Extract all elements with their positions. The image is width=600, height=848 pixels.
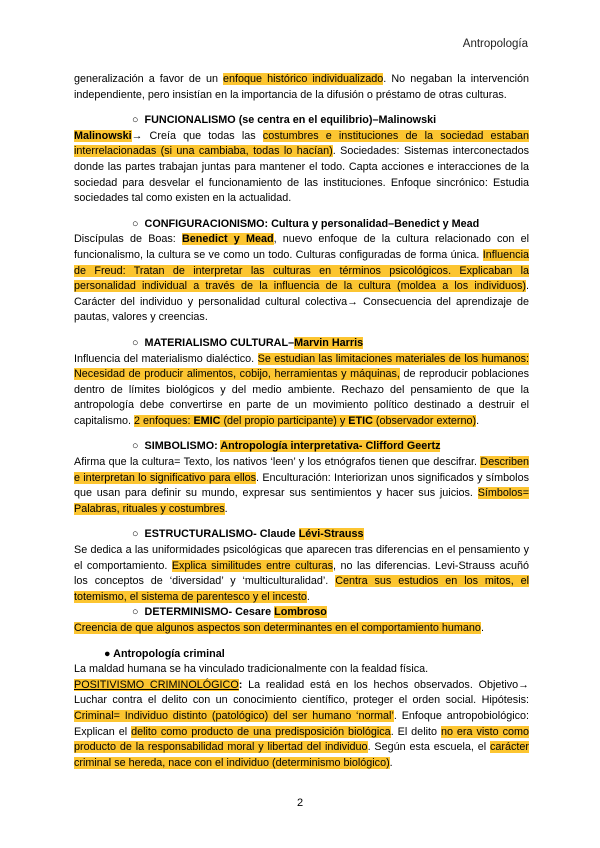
section-heading-estructuralismo: ○ ESTRUCTURALISMO- Claude Lévi-Strauss [132,528,364,541]
highlight: costumbres e instituciones de la sociedad estaban interrelacionadas (si una cambiaba, todas lo hacían) [74,129,529,158]
page-number: 2 [296,797,304,809]
circle-bullet-icon: ○ [132,336,139,349]
highlight: delito como producto de una predisposición biológica [131,725,391,738]
paragraph-funcionalismo: Malinowski→ Creía que todas las costumbres e instituciones de la sociedad estaban interrelacionadas (si una cambiaba, todas lo hacían). Sociedades: Sistemas interconectados donde las partes trabajan juntas para mantener el todo. Capta acciones e interacciones de la sociedad para desvelar el funcionamiento de las instituciones. Enfoque sincrónico: Estudia sociedades tal como existen en la actualidad. [74,129,529,205]
highlight: Se estudian las limitaciones materiales de los humanos: Necesidad de producir alimentos, cobijo, herramientas y máquinas, [74,352,529,381]
highlight: 2 enfoques: EMIC (del propio participante) y ETIC (observador externo) [134,414,477,427]
circle-bullet-icon: ○ [132,606,139,619]
paragraph-determinismo: Creencia de que algunos aspectos son determinantes en el comportamiento humano. [74,622,484,634]
paragraph-configuracionismo: Discípulas de Boas: Benedict y Mead, nuevo enfoque de la cultura relacionado con el funcionalismo, la cultura se ve como un todo. Culturas configuradas de forma única. Influencia de Freud: Tratan de interpretar las culturas en términos psicológicos. Explicaban la personalidad individual a través de la influencia de la cultura (moldea a los individuos). Carácter del individuo y personalidad cultural colectiva→ Consecuencia del aprendizaje de pautas, valores y creencias. [74,233,530,324]
circle-bullet-icon: ○ [132,528,139,541]
highlight: Centra sus estudios en los mitos, el totemismo, el sistema de parentesco y el incesto [74,575,529,603]
paragraph-criminal: POSITIVISMO CRIMINOLÓGICO: La realidad está en los hechos observados. Objetivo→ Luchar contra el delito con un conocimiento científico, proteger el orden social. Hipótesis: Criminal= Individuo distinto (patológico) del ser humano ‘normal’. Enfoque antropobiológico: Explican el delito como producto de una predisposición biológica. El delito no era visto como producto de la responsabilidad moral y libertad del individuo. Según esta escuela, el carácter criminal se hereda, nace con el individuo (determinismo biológico). [74,678,530,769]
document-header: Antropología [462,38,528,50]
highlight: Explica similitudes entre culturas [171,559,333,572]
section-heading-materialismo: ○ MATERIALISMO CULTURAL–Marvin Harris [132,336,364,349]
highlight: Creencia de que algunos aspectos son determinantes en el comportamiento humano [74,622,481,634]
circle-bullet-icon: ○ [132,114,139,127]
highlight: Influencia de Freud: Tratan de interpretar las culturas en términos psicológicos. Explicaban la personalidad individual a través de la influencia de la cultura (moldea a los individuos) [74,248,529,293]
highlight: Describen e interpretan lo significativo para ellos [74,456,529,484]
highlight: no era visto como producto de la responsabilidad moral y libertad del individuo [74,725,529,754]
paragraph-intro: generalización a favor de un enfoque histórico individualizado. No negaban la intervención independiente, pero insistían en la importancia de la difusión o préstamo de otras culturas. [74,73,530,101]
highlight: enfoque histórico individualizado [223,73,384,85]
circle-bullet-icon: ○ [132,440,139,453]
section-heading-criminal: ● Antropología criminal [104,647,225,660]
section-heading-determinismo: ○ DETERMINISMO- Cesare Lombroso [132,606,327,619]
circle-bullet-icon: ○ [132,217,139,230]
highlight: carácter criminal se hereda, nace con el individuo (determinismo biológico) [74,741,529,769]
paragraph-criminal-intro: La maldad humana se ha vinculado tradicionalmente con la fealdad física. [74,663,429,676]
paragraph-materialismo: Influencia del materialismo dialéctico. Se estudian las limitaciones materiales de los humanos: Necesidad de producir alimentos, cobijo, herramientas y máquinas, de reproducir poblaciones dentro de límites biológicos y del medio ambiente. Rechazo del pensamiento de que la antropología debe convertirse en parte de un movimiento político destinado a destruir el capitalismo. 2 enfoques: EMIC (del propio participante) y ETIC (observador externo). [74,352,530,427]
paragraph-simbolismo: Afirma que la cultura= Texto, los nativos ‘leen’ y los etnógrafos tienen que descifrar. Describen e interpretan lo significativo para ellos. Enculturación: Interiorizan unos significados y símbolos que usan para definir su mundo, expresar sus sentimientos y hacer sus juicios. Símbolos= Palabras, rituales y costumbres. [74,456,529,515]
highlight: Símbolos= Palabras, rituales y costumbres [74,487,529,515]
highlight: Criminal= Individuo distinto (patológico) del ser humano ‘normal’ [74,709,394,722]
page-content [74,72,529,771]
bullet-icon: ● [104,647,111,660]
paragraph-estructuralismo: Se dedica a las uniformidades psicológicas que aparecen tras diferencias en el pensamiento y el comportamiento. Explica similitudes entre culturas, no las diferencias. Levi-Strauss acuñó los conceptos de ‘diversidad’ y ‘multiculturalidad’. Centra sus estudios en los mitos, el totemismo, el sistema de parentesco y el incesto. [74,544,529,603]
section-heading-configuracionismo: ○ CONFIGURACIONISMO: Cultura y personalidad–Benedict y Mead [132,217,480,230]
section-heading-simbolismo: ○ SIMBOLISMO: Antropología interpretativa- Clifford Geertz [132,440,441,453]
section-heading-funcionalismo: ○ FUNCIONALISMO (se centra en el equilibrio)–Malinowski [132,114,437,127]
